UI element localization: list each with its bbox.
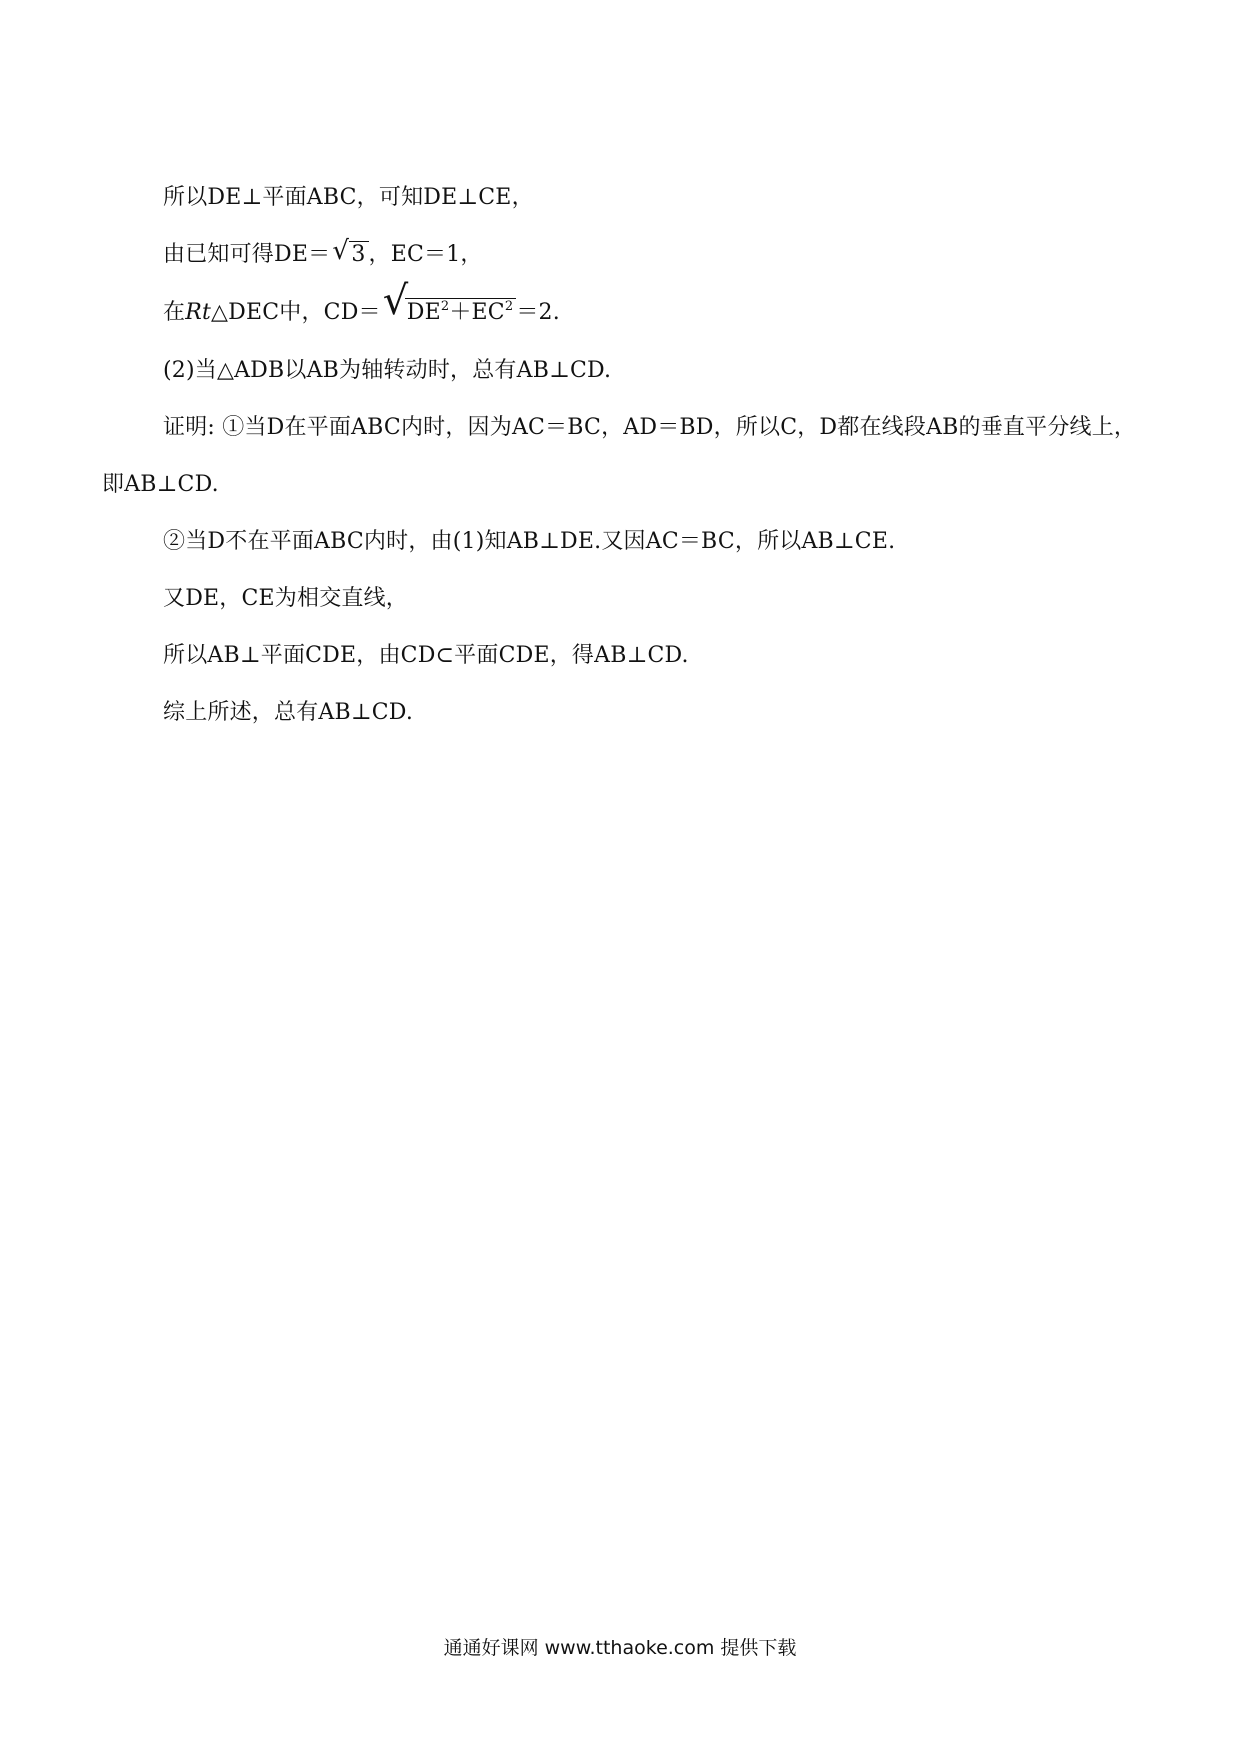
proof-line-8 bbox=[163, 584, 408, 614]
proof-text: (2)当△ADB以AB为轴转动时，总有AB⊥CD. bbox=[163, 358, 612, 383]
proof-line-6 bbox=[102, 470, 219, 500]
radical-sign: √ bbox=[382, 278, 409, 324]
radicand: 3 bbox=[349, 241, 368, 268]
radicand-term: DE bbox=[406, 300, 441, 325]
proof-text: 在 bbox=[163, 300, 186, 325]
proof-line-9 bbox=[163, 641, 689, 671]
exponent: 2 bbox=[504, 299, 514, 314]
proof-line-10 bbox=[163, 698, 413, 728]
proof-line-7 bbox=[163, 527, 895, 557]
square-root bbox=[332, 236, 368, 270]
proof-text: 证明: ①当D在平面ABC内时，因为AC＝BC，AD＝BD，所以C，D都在线段AB的垂直平分线上， bbox=[163, 415, 1137, 440]
proof-text: ＝2. bbox=[516, 300, 560, 325]
proof-line-2 bbox=[163, 236, 483, 270]
proof-text: △DEC中，CD＝ bbox=[211, 300, 381, 325]
proof-text: 所以DE⊥平面ABC，可知DE⊥CE， bbox=[163, 185, 534, 210]
radicand bbox=[405, 298, 517, 327]
proof-text: 综上所述，总有AB⊥CD. bbox=[163, 700, 414, 725]
page-footer: 通通好课网 www.tthaoke.com 提供下载 bbox=[443, 1637, 797, 1659]
proof-text: ②当D不在平面ABC内时，由(1)知AB⊥DE.又因AC＝BC，所以AB⊥CE. bbox=[163, 529, 896, 554]
proof-text: 又DE，CE为相交直线， bbox=[163, 586, 408, 611]
exponent: 2 bbox=[440, 299, 450, 314]
proof-line-4 bbox=[163, 356, 611, 386]
proof-text: ，EC＝1， bbox=[368, 242, 483, 267]
proof-line-5 bbox=[163, 413, 1136, 443]
radicand-term: ＋EC bbox=[449, 300, 505, 325]
right-triangle-label: Rt bbox=[185, 300, 212, 325]
proof-text: 即AB⊥CD. bbox=[102, 472, 219, 497]
proof-line-1 bbox=[163, 183, 534, 213]
radical-sign: √ bbox=[332, 236, 350, 266]
proof-text: 由已知可得DE＝ bbox=[163, 242, 331, 267]
square-root bbox=[382, 278, 517, 328]
proof-text: 所以AB⊥平面CDE，由CD⊂平面CDE，得AB⊥CD. bbox=[163, 643, 689, 668]
proof-line-3 bbox=[163, 278, 560, 328]
